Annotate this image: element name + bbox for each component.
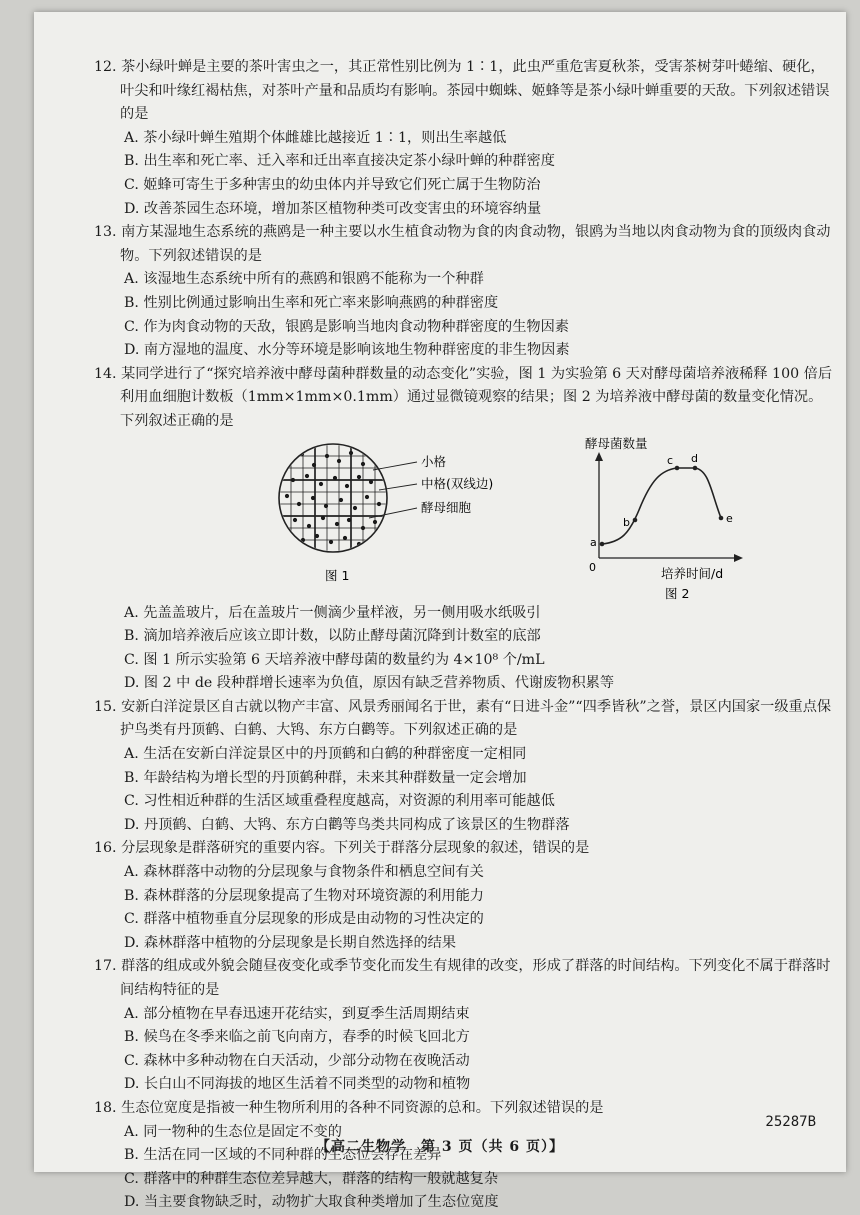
growth-curve [602, 468, 721, 544]
option-a: A. 茶小绿叶蝉生殖期个体雌雄比越接近 1∶1，则出生率越低 [124, 129, 507, 146]
question-stem: 17. 群落的组成或外貌会随昼夜变化或季节变化而发生有规律的改变，形成了群落的时间结构。下列变化不属于群落时间结构特征的是 [94, 958, 831, 998]
paper-code: 25287B [765, 1114, 816, 1130]
question-stem: 18. 生态位宽度是指被一种生物所利用的各种不同资源的总和。下列叙述错误的是 [94, 1099, 604, 1116]
question-stem: 16. 分层现象是群落研究的重要内容。下列关于群落分层现象的叙述，错误的是 [94, 840, 590, 857]
y-axis-label: 酵母菌数量 [585, 435, 648, 451]
yeast-cell [343, 535, 347, 539]
figure-2-caption: 图 2 [665, 585, 690, 601]
option-b: B. 生活在同一区域的不同种群的生态位会存在差异 [124, 1147, 442, 1164]
yeast-cell [361, 461, 365, 465]
question-14 [94, 363, 834, 696]
leader-line [369, 508, 417, 518]
question-15 [94, 696, 834, 838]
yeast-cell [373, 519, 377, 523]
option-c: C. 森林中多种动物在白天活动，少部分动物在夜晚活动 [124, 1052, 470, 1069]
figure-2-growth-curve [585, 436, 743, 601]
exam-sheet [34, 12, 846, 1211]
yeast-cell [349, 450, 353, 454]
question-stem: 13. 南方某湿地生态系统的燕鸥是一种主要以水生植食动物为食的肉食动物，银鸥为当地以肉食动物为食的顶级肉食动物。下列叙述错误的是 [94, 224, 831, 264]
option-d: D. 森林群落中植物的分层现象是长期自然选择的结果 [124, 934, 457, 951]
point-label-c: c [667, 453, 674, 467]
yeast-cell [335, 521, 339, 525]
yeast-cell [377, 501, 381, 505]
origin-label: 0 [589, 560, 596, 574]
yeast-cell [353, 505, 357, 509]
yeast-cell [285, 493, 289, 497]
question-16 [94, 837, 834, 955]
yeast-cell [305, 473, 309, 477]
question-stem: 15. 安新白洋淀景区自古就以物产丰富、风景秀丽闻名于世，素有“日进斗金”“四季皆秋”之誉，景区内国家一级重点保护鸟类有丹顶鹤、白鹤、大鸨、东方白鹳等。下列叙述正确的是 [94, 698, 832, 739]
figures [94, 434, 834, 602]
option-d: D. 图 2 中 de 段种群增长速率为负值，原因有缺乏营养物质、代谢废物积累等 [124, 675, 615, 692]
option-d: D. 丹顶鹤、白鹤、大鸨、东方白鹳等鸟类共同构成了该景区的生物群落 [124, 816, 570, 833]
exam-content [94, 56, 834, 1215]
question-13 [94, 221, 834, 363]
yeast-cell [329, 539, 333, 543]
option-c: C. 图 1 所示实验第 6 天培养液中酵母菌的数量约为 4×10⁸ 个/mL [124, 651, 545, 668]
x-axis-arrow [734, 554, 743, 562]
yeast-cell [365, 494, 369, 498]
yeast-cell [297, 501, 301, 505]
page-footer: 【高二生物学 第 3 页（共 6 页）】 [316, 1139, 564, 1155]
point-d [693, 465, 698, 470]
point-label-e: e [726, 511, 733, 525]
point-label-b: b [623, 515, 630, 529]
yeast-cell [293, 517, 297, 521]
option-d: D. 改善茶园生态环境，增加茶区植物种类可改变害虫的环境容纳量 [124, 200, 542, 217]
yeast-cell [333, 475, 337, 479]
yeast-cells [285, 450, 381, 545]
option-b: B. 候鸟在冬季来临之前飞向南方，春季的时候飞回北方 [124, 1029, 470, 1046]
option-c: C. 群落中植物垂直分层现象的形成是由动物的习性决定的 [124, 911, 484, 928]
yeast-cell [325, 453, 329, 457]
y-axis-arrow [595, 452, 603, 461]
yeast-cell [339, 497, 343, 501]
option-c: C. 姬蜂可寄生于多种害虫的幼虫体内并导致它们死亡属于生物防治 [124, 176, 541, 193]
yeast-cell [361, 525, 365, 529]
option-c: C. 群落中的种群生态位差异越大，群落的结构一般就越复杂 [124, 1170, 499, 1187]
option-a: A. 生活在安新白洋淀景区中的丹顶鹤和白鹤的种群密度一定相同 [124, 746, 527, 763]
yeast-cell [319, 481, 323, 485]
label-yeast-cell: 酵母细胞 [421, 499, 472, 515]
question-17 [94, 955, 834, 1097]
question-stem: 14. 某同学进行了“探究培养液中酵母菌种群数量的动态变化”实验，图 1 为实验第 6 天对酵母菌培养液稀释 100 倍后利用血细胞计数板（1mm×1mm×0.1mm）通过显微镜观察的结果；图 2 为培养液中酵母菌的数量变化情况。下列叙述正确的是 [94, 365, 833, 429]
x-axis-label: 培养时间/d [661, 565, 724, 581]
option-a: A. 部分植物在早春迅速开花结实，到夏季生活周期结束 [124, 1005, 470, 1022]
label-medium-square: 中格(双线边) [421, 475, 494, 491]
yeast-cell [311, 495, 315, 499]
yeast-cell [321, 515, 325, 519]
option-b: B. 森林群落的分层现象提高了生物对环境资源的利用能力 [124, 887, 484, 904]
field-circle [279, 444, 387, 552]
option-b: B. 年龄结构为增长型的丹顶鹤种群，未来其种群数量一定会增加 [124, 769, 527, 786]
figure-1-caption: 图 1 [325, 567, 350, 583]
yeast-cell [337, 458, 341, 462]
option-d: D. 南方湿地的温度、水分等环境是影响该地生物种群密度的非生物因素 [124, 342, 570, 359]
leader-line [373, 462, 417, 470]
point-b [633, 517, 638, 522]
yeast-cell [312, 462, 316, 466]
yeast-cell [357, 474, 361, 478]
option-a: A. 先盖盖玻片，后在盖玻片一侧滴少量样液，另一侧用吸水纸吸引 [124, 604, 541, 621]
option-a: A. 森林群落中动物的分层现象与食物条件和栖息空间有关 [124, 864, 484, 881]
point-e [719, 515, 724, 520]
option-c: C. 习性相近种群的生活区域重叠程度越高，对资源的利用率可能越低 [124, 793, 555, 810]
figure-pair [269, 434, 789, 602]
yeast-cell [315, 533, 319, 537]
option-b: B. 滴加培养液后应该立即计数，以防止酵母菌沉降到计数室的底部 [124, 628, 541, 645]
option-d: D. 当主要食物缺乏时，动物扩大取食种类增加了生态位宽度 [124, 1194, 499, 1211]
point-label-a: a [590, 535, 597, 549]
point-a [600, 541, 605, 546]
point-label-d: d [691, 451, 698, 465]
yeast-cell [287, 457, 291, 461]
option-b: B. 性别比例通过影响出生率和死亡率来影响燕鸥的种群密度 [124, 294, 499, 311]
option-c: C. 作为肉食动物的天敌，银鸥是影响当地肉食动物种群密度的生物因素 [124, 318, 569, 335]
yeast-cell [291, 477, 295, 481]
yeast-cell [373, 455, 377, 459]
yeast-cell [307, 523, 311, 527]
option-a: A. 该湿地生态系统中所有的燕鸥和银鸥不能称为一个种群 [124, 271, 484, 288]
question-stem: 12. 茶小绿叶蝉是主要的茶叶害虫之一，其正常性别比例为 1∶1，此虫严重危害夏秋茶，受害茶树芽叶蜷缩、硬化，叶尖和叶缘红褐枯焦，对茶叶产量和品质均有影响。茶园中蜘蛛、姬蜂等是茶小绿叶蝉重要的天敌。下列叙述错误的是 [94, 59, 830, 123]
yeast-cell [345, 483, 349, 487]
option-a: A. 同一物种的生态位是固定不变的 [124, 1123, 342, 1140]
yeast-cell [324, 503, 328, 507]
option-d: D. 长白山不同海拔的地区生活着不同类型的动物和植物 [124, 1076, 471, 1093]
yeast-cell [369, 479, 373, 483]
option-b: B. 出生率和死亡率、迁入率和迁出率直接决定茶小绿叶蝉的种群密度 [124, 153, 555, 170]
figure-1-hemocytometer [279, 444, 493, 583]
yeast-cell [347, 517, 351, 521]
point-c [675, 465, 680, 470]
question-12 [94, 56, 834, 221]
label-small-square: 小格 [421, 453, 447, 469]
